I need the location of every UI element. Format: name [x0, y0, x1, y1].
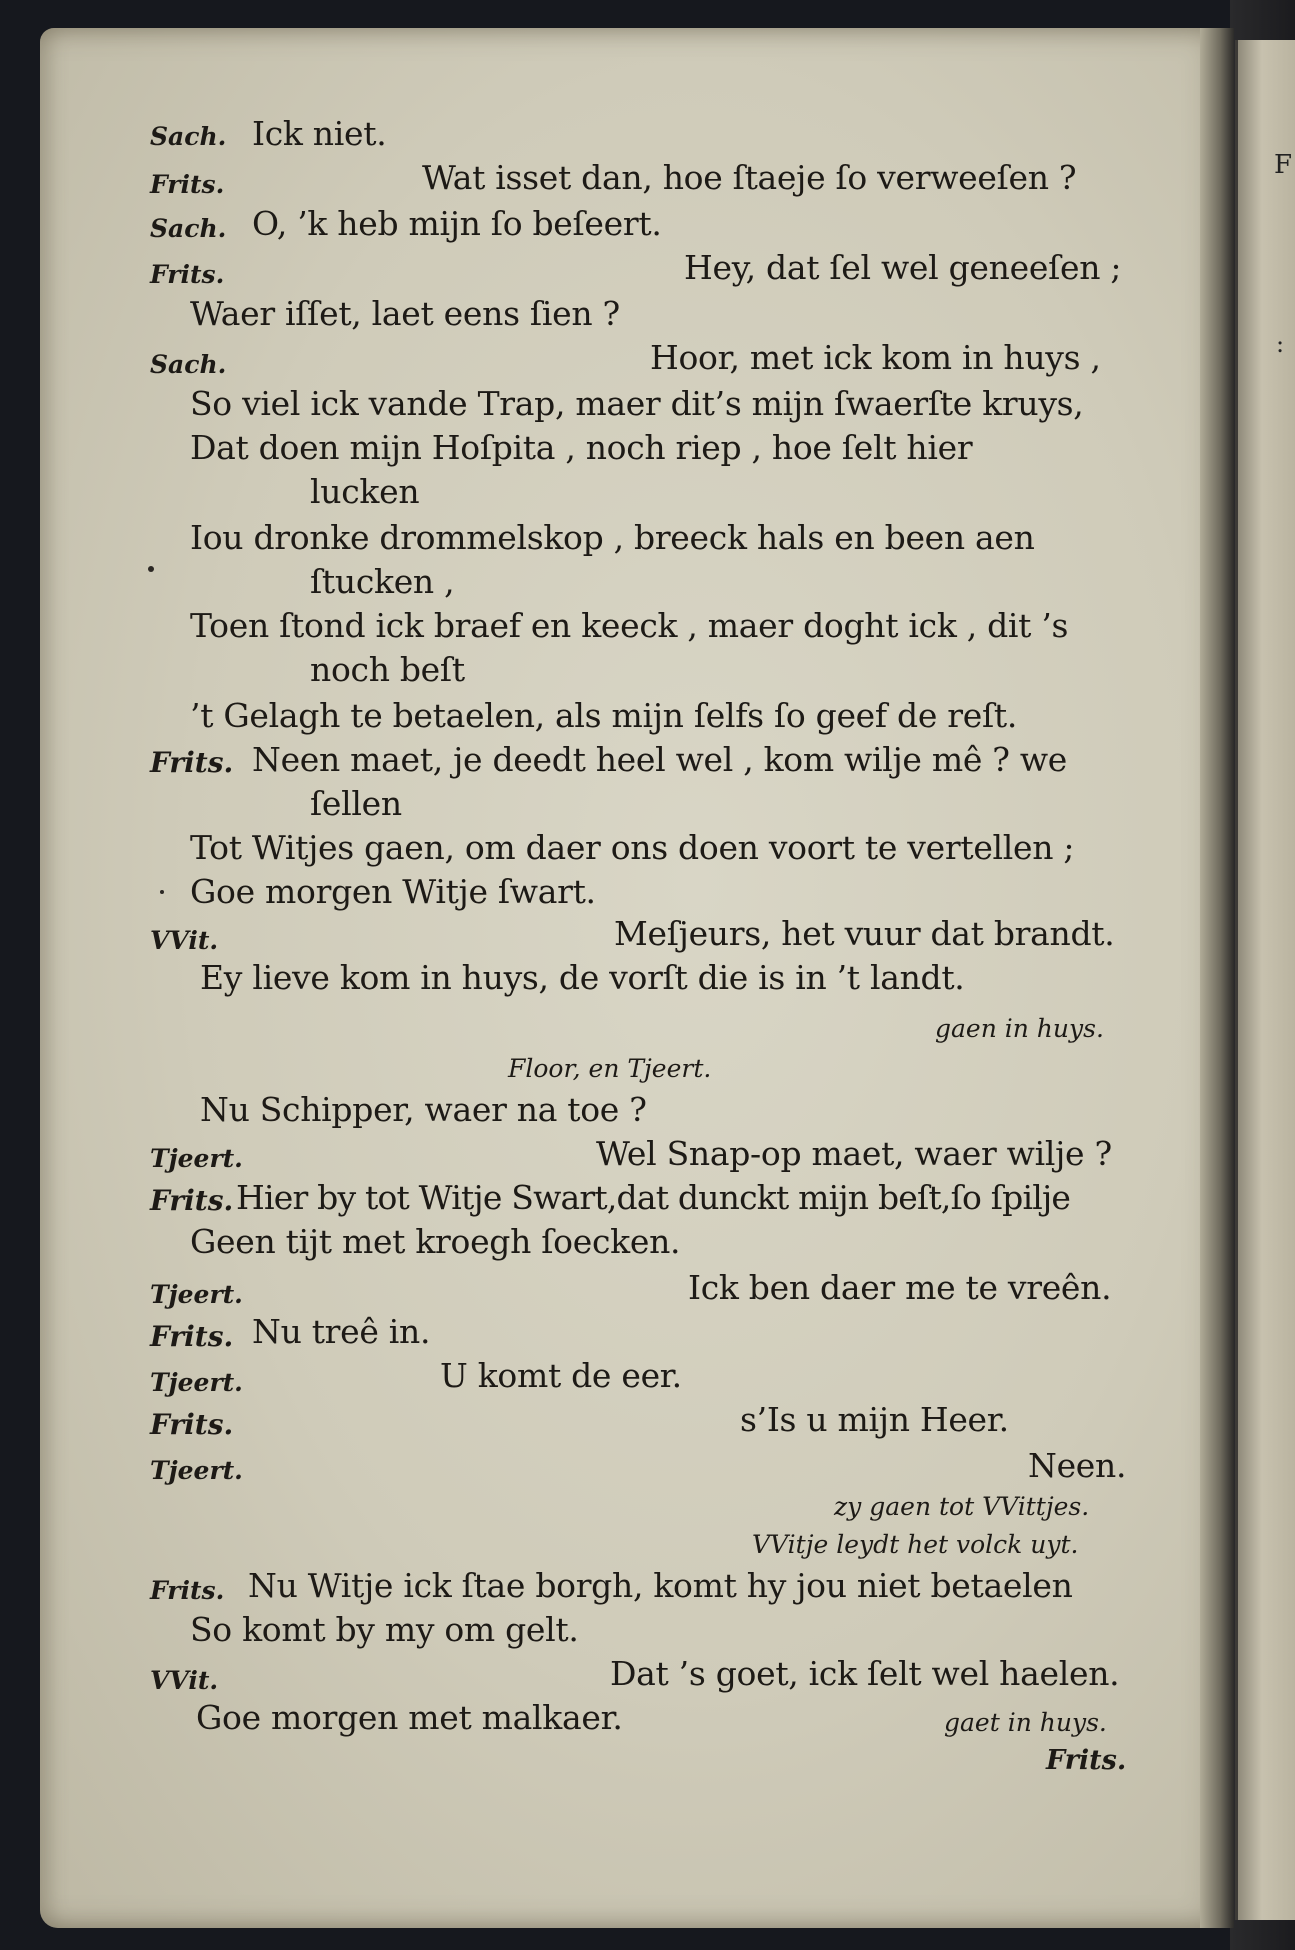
speaker-label: VVit. — [150, 926, 219, 955]
speaker-label: Frits. — [150, 170, 225, 199]
verse-line: ’t Gelagh te betaelen, als mijn ſelfs ſo geef de reſt. — [190, 696, 1018, 735]
verse-line: So komt by my om gelt. — [190, 1610, 579, 1649]
verse-line: lucken — [310, 472, 420, 511]
speaker-label: Frits. — [150, 1184, 234, 1217]
verse-line: Dat ’s goet, ick ſelt wel haelen. — [610, 1654, 1120, 1693]
speaker-label: Frits. — [150, 1576, 225, 1605]
verse-line: Goe morgen Witje ſwart. — [190, 872, 596, 911]
verse-line: So viel ick vande Trap, maer dit’s mijn ſwaerſte kruys, — [190, 384, 1084, 423]
verse-line: Hey, dat ſel wel geneeſen ; — [684, 248, 1122, 287]
verse-line: Iou dronke drommelskop , breeck hals en been aen — [190, 518, 1035, 557]
speaker-label: Tjeert. — [150, 1144, 243, 1173]
verse-line: Hier by tot Witje Swart,dat dunckt mijn beſt,ſo ſpilje — [236, 1178, 1071, 1217]
verse-line: noch beſt — [310, 650, 465, 689]
speaker-label: Sach. — [150, 214, 227, 243]
verse-line: ſtucken , — [310, 562, 455, 601]
speaker-label: Sach. — [150, 122, 227, 151]
catchword: Frits. — [1046, 1745, 1127, 1776]
facing-page-edge: F : — [1235, 40, 1295, 1920]
verse-line: s’Is u mijn Heer. — [740, 1400, 1009, 1439]
verse-line: O, ’k heb mijn ſo beſeert. — [252, 204, 662, 243]
verse-line: ſellen — [310, 784, 402, 823]
stage-direction: gaet in huys. — [944, 1708, 1107, 1737]
speaker-label: VVit. — [150, 1666, 219, 1695]
verse-line: Nu Schipper, waer na toe ? — [200, 1090, 647, 1129]
verse-line: Ey lieve kom in huys, de vorſt die is in ’t landt. — [200, 958, 965, 997]
verse-line: Ick ben daer me te vreên. — [688, 1268, 1112, 1307]
speaker-label: Tjeert. — [150, 1280, 243, 1309]
speaker-label: Frits. — [150, 1320, 234, 1353]
speaker-label: Tjeert. — [150, 1456, 243, 1485]
speaker-label: Frits. — [150, 260, 225, 289]
verse-line: Dat doen mijn Hoſpita , noch riep , hoe ſelt hier — [190, 428, 973, 467]
verse-line: Neen maet, je deedt heel wel , kom wilje mê ? we — [252, 740, 1067, 779]
speaker-label: Frits. — [150, 1408, 234, 1441]
verse-line: Wel Snap-op maet, waer wilje ? — [596, 1134, 1112, 1173]
verse-line: Ick niet. — [252, 114, 387, 153]
verse-line: U komt de eer. — [440, 1356, 682, 1395]
ink-speck — [148, 566, 154, 572]
stage-direction: zy gaen tot VVittjes. — [834, 1492, 1090, 1521]
speaker-label: Frits. — [150, 746, 234, 779]
verse-line: Geen tijt met kroegh ſoecken. — [190, 1222, 681, 1261]
verse-line: Waer iſſet, laet eens ſien ? — [190, 294, 620, 333]
verse-line: Nu treê in. — [252, 1312, 431, 1351]
stage-direction: VVitje leydt het volck uyt. — [752, 1530, 1079, 1559]
verse-line: Nu Witje ick ſtae borgh, komt hy jou niet betaelen — [248, 1566, 1073, 1605]
verse-line: Goe morgen met malkaer. — [196, 1698, 623, 1737]
verse-line: Wat isset dan, hoe ſtaeje ſo verweeſen ? — [422, 158, 1077, 197]
speaker-label: Sach. — [150, 350, 227, 379]
speaker-label: Tjeert. — [150, 1368, 243, 1397]
ink-speck — [160, 890, 164, 894]
verse-line: Hoor, met ick kom in huys , — [650, 338, 1101, 377]
stage-direction: Floor, en Tjeert. — [508, 1054, 712, 1083]
verse-line: Toen ſtond ick braef en keeck , maer doght ick , dit ’s — [190, 606, 1069, 645]
verse-line: Tot Witjes gaen, om daer ons doen voort te vertellen ; — [190, 828, 1075, 867]
verse-line: Neen. — [1028, 1446, 1127, 1485]
stage-direction: gaen in huys. — [935, 1014, 1104, 1043]
verse-line: Meſjeurs, het vuur dat brandt. — [614, 914, 1115, 953]
